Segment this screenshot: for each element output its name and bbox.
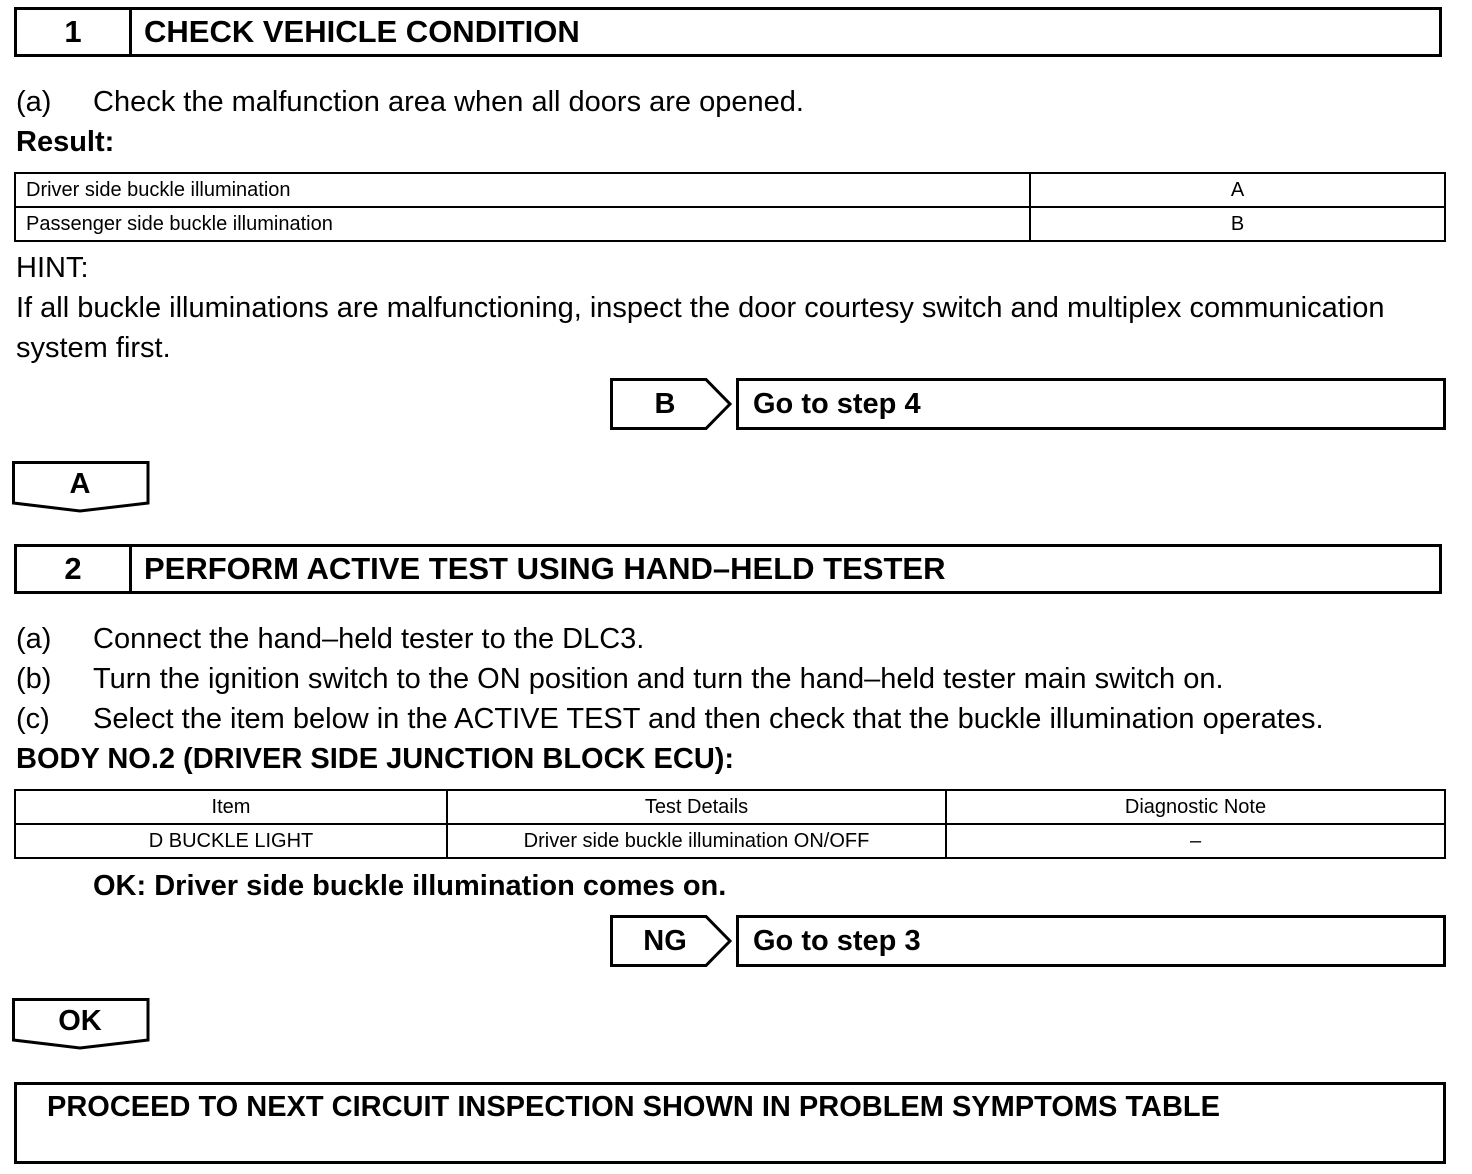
table-row [15,173,1445,207]
result-label: Result: [16,126,115,158]
table-cell: – [946,824,1445,858]
table-cell: B [1030,207,1445,241]
step-1-header [14,7,1442,57]
active-test-table [14,789,1446,859]
branch-tag [610,915,732,967]
table-header-cell: Test Details [447,790,946,824]
table-row [15,207,1445,241]
instruction-item [16,623,644,656]
table-cell: A [1030,173,1445,207]
instruction-item [16,663,1224,696]
hint-label: HINT: [16,252,89,284]
instruction-item [16,86,804,119]
table-header-cell: Item [15,790,447,824]
goto-step-3-box: Go to step 3 [736,915,1446,967]
table-header-row [15,790,1445,824]
instruction-label: (b) [16,663,52,695]
step-title: PERFORM ACTIVE TEST USING HAND–HELD TESTER [144,551,946,586]
instruction-text: Turn the ignition switch to the ON position and turn the hand–held tester main switch on. [93,663,1224,695]
step-number: 1 [17,10,132,54]
instruction-label: (a) [16,86,52,118]
step-2-header [14,544,1442,594]
hint-text: system first. [16,332,171,364]
branch-tag-label: B [654,387,676,420]
table-cell: Driver side buckle illumination [15,173,1030,207]
instruction-text: Select the item below in the ACTIVE TEST and then check that the buckle illumination operates. [93,703,1324,735]
instruction-text: Connect the hand–held tester to the DLC3. [93,623,645,655]
final-action-box: PROCEED TO NEXT CIRCUIT INSPECTION SHOWN IN PROBLEM SYMPTOMS TABLE [14,1082,1446,1164]
instruction-text: Check the malfunction area when all doors are opened. [93,86,804,118]
continue-tag [12,998,152,1052]
result-table [14,172,1446,242]
table-cell: Driver side buckle illumination ON/OFF [447,824,946,858]
instruction-label: (c) [16,703,50,735]
ok-criteria: OK: Driver side buckle illumination comes on. [93,870,727,902]
step-number: 2 [17,547,132,591]
hint-text: If all buckle illuminations are malfunctioning, inspect the door courtesy switch and multiplex communication [16,292,1385,324]
goto-step-4-box: Go to step 4 [736,378,1446,430]
table-row [15,824,1445,858]
table-header-cell: Diagnostic Note [946,790,1445,824]
table-cell: Passenger side buckle illumination [15,207,1030,241]
instruction-item [16,703,1324,736]
branch-tag [610,378,732,430]
continue-tag-label: OK [58,1004,102,1037]
step-title: CHECK VEHICLE CONDITION [144,14,580,49]
continue-tag [12,461,152,515]
branch-tag-label: NG [643,924,687,957]
continue-tag-label: A [69,467,91,500]
table-title: BODY NO.2 (DRIVER SIDE JUNCTION BLOCK ECU): [16,743,735,775]
instruction-label: (a) [16,623,52,655]
table-cell: D BUCKLE LIGHT [15,824,447,858]
